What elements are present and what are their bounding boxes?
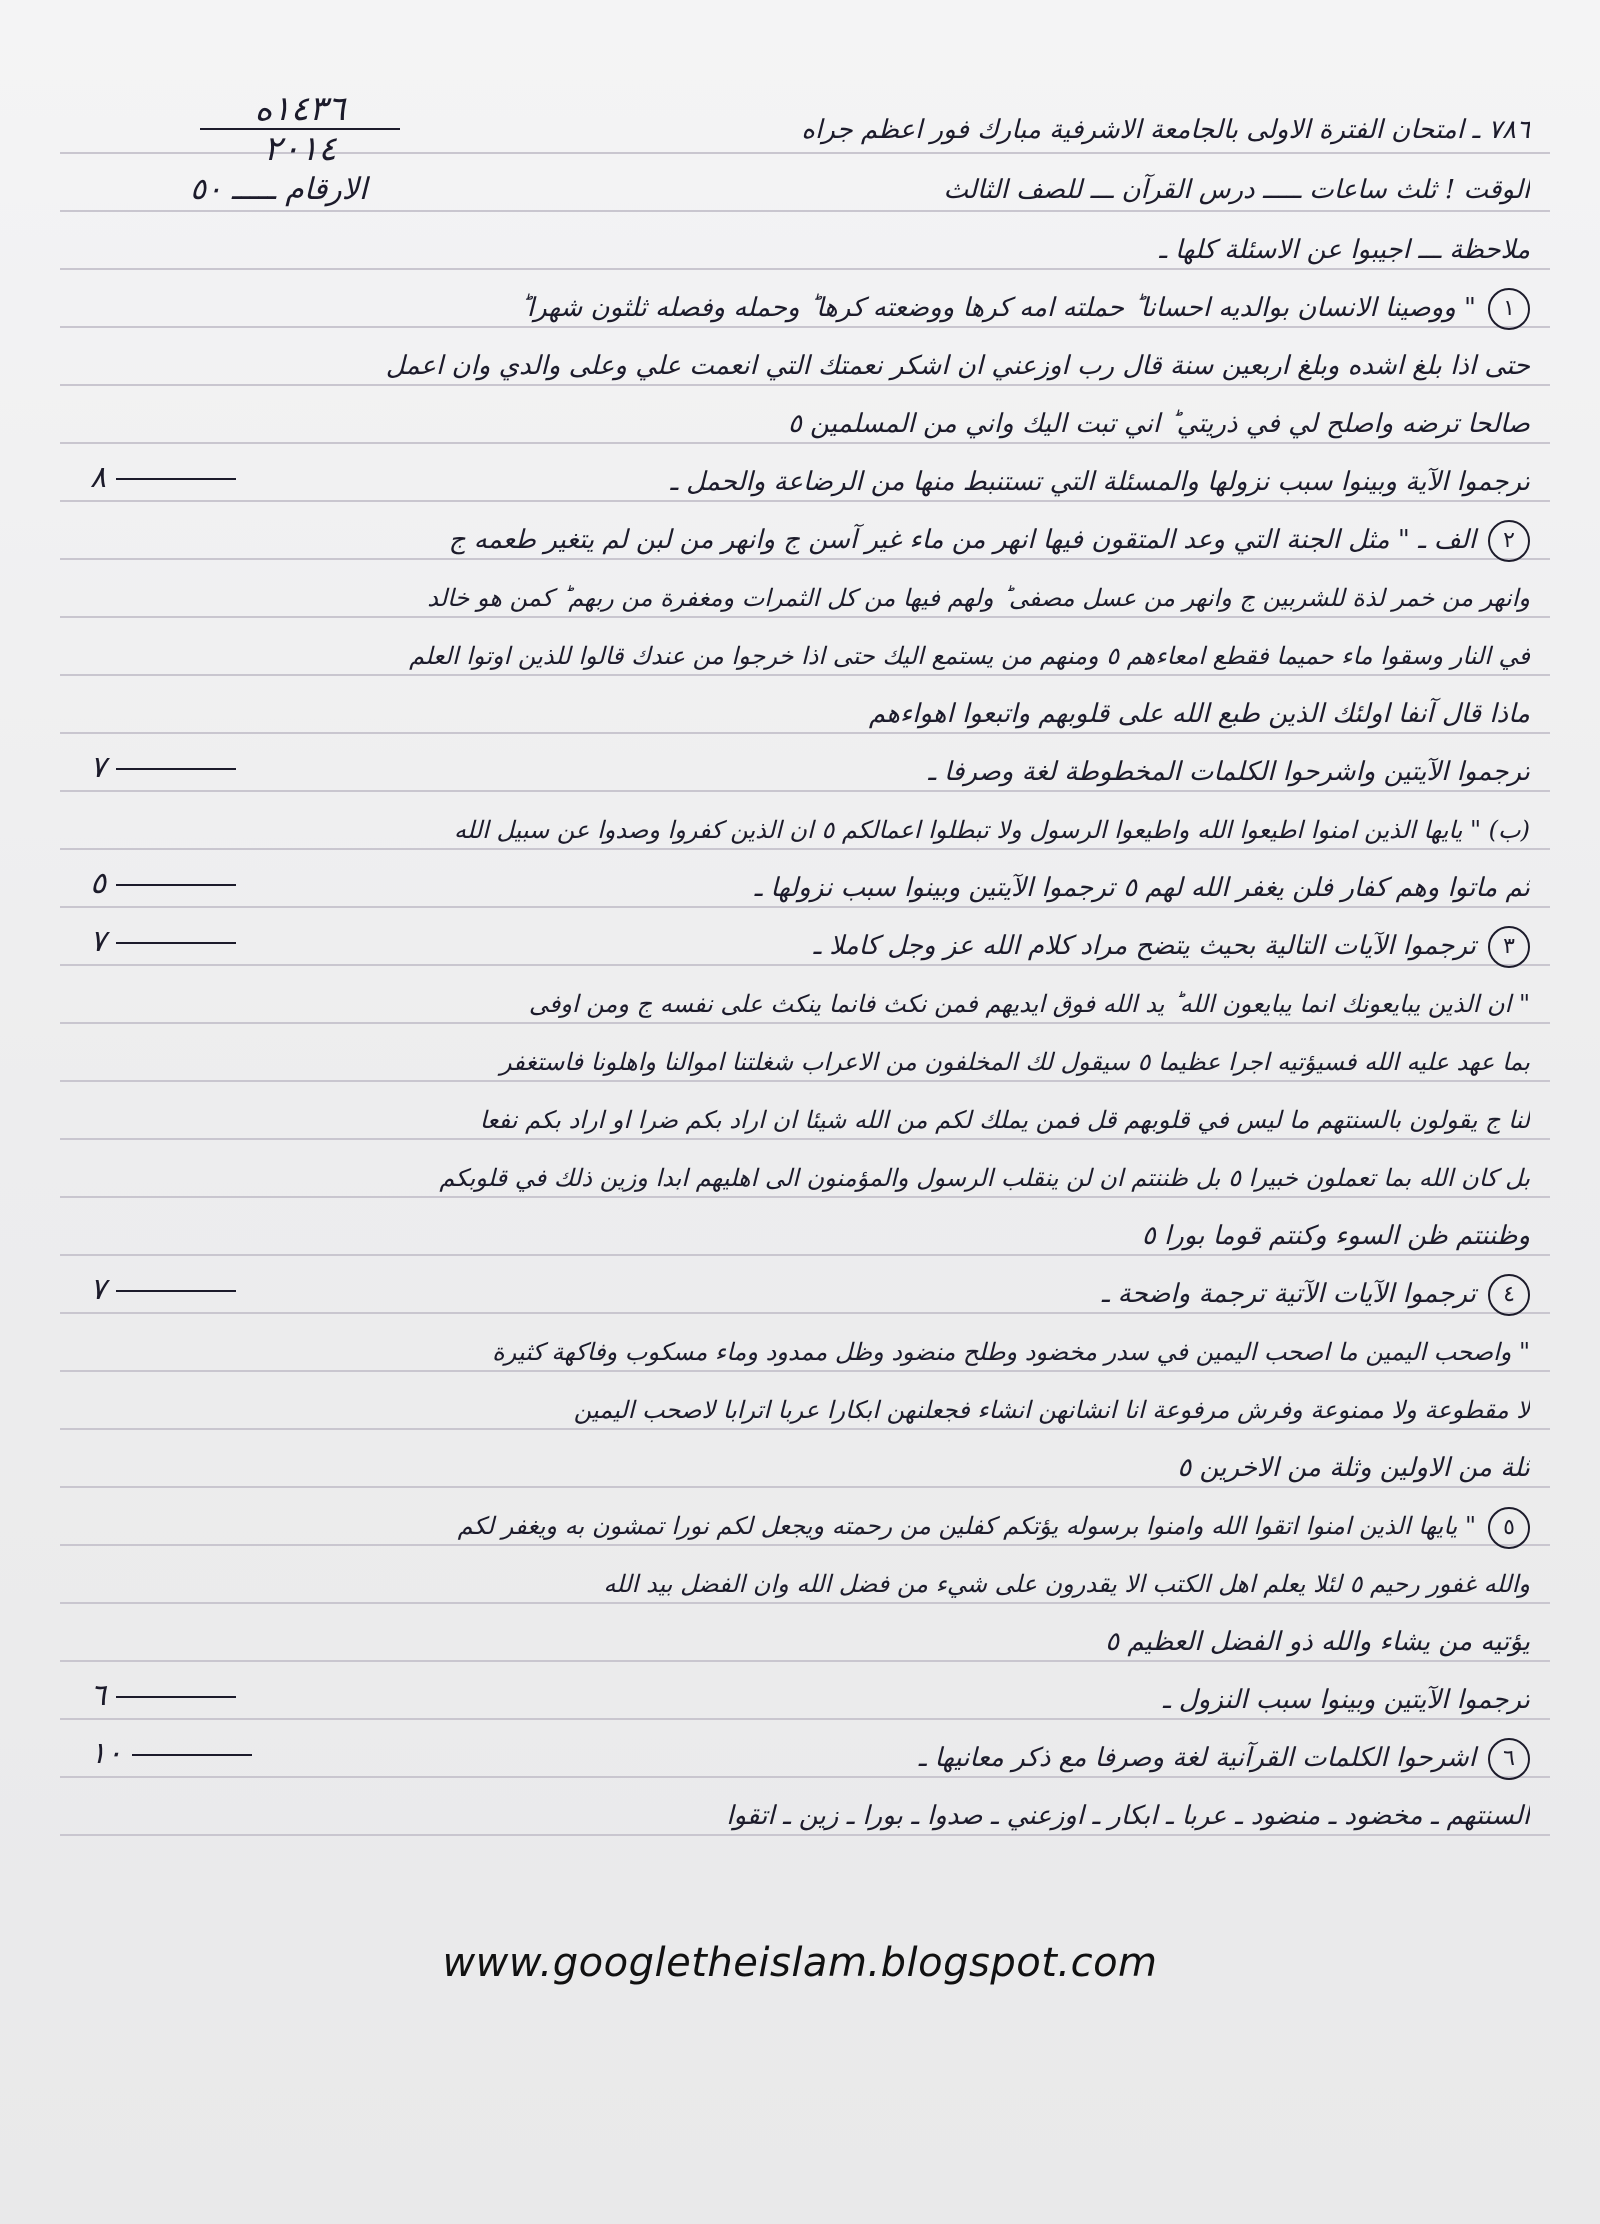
q5-line-3: يؤتيه من يشاء والله ذو الفضل العظيم ٥ — [1105, 1627, 1530, 1657]
q4-instruction: ٤ترجموا الآيات الآتية ترجمة واضحة ـ — [210, 1272, 1530, 1316]
q5-marks: ٦ — [90, 1678, 350, 1713]
q4-marks: ٧ — [90, 1272, 350, 1307]
q1-line-1: ١" ووصينا الانسان بوالديه احسانا ؕ حملته امه كرها ووضعته كرها ؕ وحمله وفصله ثلثون شهرا ؕ — [60, 286, 1530, 330]
q5-instruction: ترجموا الآيتين وبينوا سبب النزول ـ — [1162, 1685, 1530, 1715]
q4-line-3: ثلة من الاولين وثلة من الاخرين ٥ — [1177, 1453, 1530, 1483]
q4-line-1: " واصحب اليمين ما اصحب اليمين في سدر مخضود وطلح منضود وظل ممدود وماء مسكوب وفاكهة كثيرة — [492, 1338, 1530, 1366]
q6-number: ٦ — [1488, 1738, 1530, 1780]
q3-number: ٣ — [1488, 926, 1530, 968]
q6-marks: ١٠ — [90, 1736, 350, 1771]
q3-line-4: بل كان الله بما تعملون خبيرا ٥ بل ظننتم ان لن ينقلب الرسول والمؤمنون الى اهليهم ابدا وزين ذلك في قلوبكم — [439, 1164, 1530, 1192]
date-hijri: ١٤٣٦ه — [200, 90, 400, 130]
q1-line-2: حتى اذا بلغ اشده وبلغ اربعين سنة قال رب اوزعني ان اشكر نعمتك التي انعمت علي وعلى والدي وان اعمل — [385, 351, 1530, 381]
date-gregorian: ٢٠١٤ — [263, 129, 337, 169]
q6-words: السنتهم ـ مخضود ـ منضود ـ عربا ـ ابكار ـ اوزعني ـ صدوا ـ بورا ـ زين ـ اتقوا — [726, 1801, 1530, 1831]
q1-instruction: ترجموا الآية وبينوا سبب نزولها والمسئلة التي تستنبط منها من الرضاعة والحمل ـ — [670, 467, 1530, 497]
q2-marks: ٧ — [90, 750, 350, 785]
q4-number: ٤ — [1488, 1274, 1530, 1316]
exam-code: ٧٨٦ — [1488, 115, 1530, 145]
exam-date — [200, 90, 400, 168]
q1-marks: ٨ — [90, 460, 350, 495]
q5-number: ٥ — [1488, 1507, 1530, 1549]
q2-line-4: ماذا قال آنفا اولئك الذين طبع الله على قلوبهم واتبعوا اهواءهم — [868, 699, 1530, 729]
q2-line-3: في النار وسقوا ماء حميما فقطع امعاءهم ٥ ومنهم من يستمع اليك حتى اذا خرجوا من عندك قالوا للذين اوتوا العلم — [409, 642, 1530, 670]
watermark-url: www.googletheislam.blogspot.com — [442, 1940, 1158, 1986]
q5-line-2: والله غفور رحيم ٥ لئلا يعلم اهل الكتب الا يقدرون على شيء من فضل الله وان الفضل بيد الله — [603, 1570, 1530, 1598]
q2b-marks: ٥ — [90, 866, 350, 901]
q2-line-2: وانهر من خمر لذة للشربين ج وانهر من عسل مصفى ؕ ولهم فيها من كل الثمرات ومغفرة من ربهم ؕ كمن هو خالد — [427, 584, 1530, 612]
q1-line-3: صالحا ترضه واصلح لي في ذريتي ؕ اني تبت اليك واني من المسلمين ٥ — [787, 409, 1530, 439]
q3-line-1: " ان الذين يبايعونك انما يبايعون الله ؕ يد الله فوق ايديهم فمن نكث فانما ينكث على نفسه ج ومن اوفى — [528, 990, 1530, 1018]
q5-line-1: ٥" يايها الذين امنوا اتقوا الله وامنوا برسوله يؤتكم كفلين من رحمته ويجعل لكم نورا تمشون به ويغفر لكم — [60, 1504, 1530, 1549]
exam-note: ملاحظة ـــ اجيبوا عن الاسئلة كلها ـ — [1159, 235, 1530, 265]
q2-instruction: ترجموا الآيتين واشرحوا الكلمات المخطوطة لغة وصرفا ـ — [928, 757, 1530, 787]
q1-number: ١ — [1488, 288, 1530, 330]
q3-line-2: بما عهد عليه الله فسيؤتيه اجرا عظيما ٥ سيقول لك المخلفون من الاعراب شغلتنا اموالنا واهلونا فاستغفر — [499, 1048, 1530, 1076]
q2b-line-1: (ب) " يايها الذين امنوا اطيعوا الله واطيعوا الرسول ولا تبطلوا اعمالكم ٥ ان الذين كفروا وصدوا عن سبيل الله — [454, 816, 1530, 844]
q6-instruction: ٦اشرحوا الكلمات القرآنية لغة وصرفا مع ذكر معانيها ـ — [210, 1736, 1530, 1780]
exam-title: امتحان الفترة الاولى بالجامعة الاشرفية مبارك فور اعظم جراه — [801, 115, 1464, 145]
time-line: الوقت ! ثلث ساعات ـــــ درس القرآن ـــ للصف الثالث — [943, 175, 1530, 205]
q3-instruction: ٣ترجموا الآيات التالية بحيث يتضح مراد كلام الله عز وجل كاملا ـ — [210, 924, 1530, 968]
q3-line-3: لنا ج يقولون بالسنتهم ما ليس في قلوبهم قل فمن يملك لكم من الله شيئا ان اراد بكم ضرا او اراد بكم نفعا — [479, 1106, 1530, 1134]
q3-line-5: وظننتم ظن السوء وكنتم قوما بورا ٥ — [1141, 1221, 1530, 1251]
q4-line-2: لا مقطوعة ولا ممنوعة وفرش مرفوعة انا انشانهن انشاء فجعلنهن ابكارا عربا اترابا لاصحب اليمين — [573, 1396, 1530, 1424]
exam-title-line: ٧٨٦ ـ امتحان الفترة الاولى بالجامعة الاشرفية مبارك فور اعظم جراه — [801, 115, 1530, 145]
marks-total: الارقام ـــــ ٥٠ — [190, 172, 368, 207]
q3-marks: ٧ — [90, 924, 350, 959]
q2-line-1: ٢الف ـ " مثل الجنة التي وعد المتقون فيها انهر من ماء غير آسن ج وانهر من لبن لم يتغير طعمه ج — [60, 518, 1530, 562]
q2-number: ٢ — [1488, 520, 1530, 562]
q2b-line-2: ثم ماتوا وهم كفار فلن يغفر الله لهم ٥ ترجموا الآيتين وبينوا سبب نزولها ـ — [754, 873, 1530, 903]
